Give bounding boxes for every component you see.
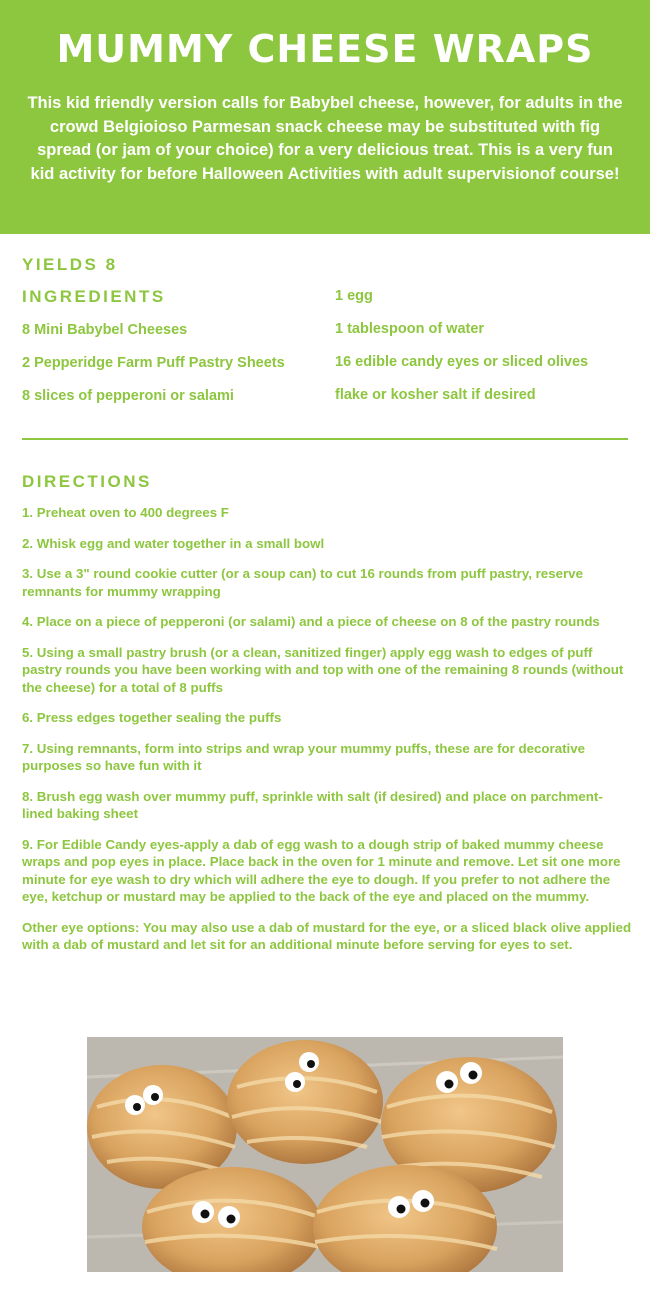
ingredients-heading: INGREDIENTS — [22, 287, 166, 306]
ingredient-item: flake or kosher salt if desired — [335, 387, 536, 403]
directions-list — [22, 504, 632, 967]
header-banner — [0, 0, 650, 234]
ingredient-item: 8 Mini Babybel Cheeses — [22, 322, 188, 338]
mummy-puffs-photo — [87, 1037, 563, 1272]
page-title: MUMMY CHEESE WRAPS — [56, 27, 594, 71]
ingredient-item: 2 Pepperidge Farm Puff Pastry Sheets — [22, 355, 285, 371]
direction-step: Other eye options: You may also use a dab of mustard for the eye, or a sliced black olive applied with a dab of mustard and let sit for an additional minute before serving for eyes to set. — [22, 919, 632, 952]
ingredient-item: 1 egg — [335, 288, 373, 304]
intro-text: This kid friendly version calls for Babybel cheese, however, for adults in the crowd Belgioioso Parmesan snack cheese may be substituted with fig spread (or jam of your choice) for a very delicious treat. This is a very fun kid activity for before Halloween Activities with adult supervisionof course! — [27, 94, 623, 183]
direction-step: 3. Use a 3" round cookie cutter (or a soup can) to cut 16 rounds from puff pastry, reserve remnants for mummy wrapping — [22, 566, 583, 599]
section-divider — [22, 438, 628, 440]
ingredient-item: 16 edible candy eyes or sliced olives — [335, 354, 589, 370]
direction-step: 1. Preheat oven to 400 degrees F — [22, 505, 229, 520]
direction-step: 2. Whisk egg and water together in a small bowl — [22, 535, 325, 551]
direction-step: 4. Place on a piece of pepperoni (or salami) and a piece of cheese on 8 of the pastry rounds — [22, 614, 600, 629]
mummy-puffs-illustration — [87, 1037, 563, 1272]
ingredient-item: 8 slices of pepperoni or salami — [22, 388, 234, 404]
direction-step: 6. Press edges together sealing the puffs — [22, 710, 282, 725]
directions-heading: DIRECTIONS — [22, 472, 152, 491]
direction-step: 7. Using remnants, form into strips and wrap your mummy puffs, these are for decorative purposes so have fun with it — [22, 740, 586, 773]
ingredient-item: 1 tablespoon of water — [335, 321, 485, 337]
direction-step: 8. Brush egg wash over mummy puff, sprinkle with salt (if desired) and place on parchment-lined baking sheet — [22, 788, 603, 821]
mummy-puff — [227, 1040, 383, 1164]
yields-label: YIELDS 8 — [22, 255, 118, 274]
direction-step: 5. Using a small pastry brush (or a clean, sanitized finger) apply egg wash to edges of puff pastry rounds you have been working with and top with one of the remaining 8 rounds (without the cheese) for a total of 8 puffs — [22, 644, 624, 695]
direction-step: 9. For Edible Candy eyes-apply a dab of egg wash to a dough strip of baked mummy cheese wraps and pop eyes in place. Place back in the oven for 1 minute and remove. Let sit one more minute for eye wash to dry which will adhere the eye to dough. If you prefer to not adhere the eye, ketchup or mustard may be applied to the back of the eye and placed on the mummy. — [22, 836, 621, 904]
